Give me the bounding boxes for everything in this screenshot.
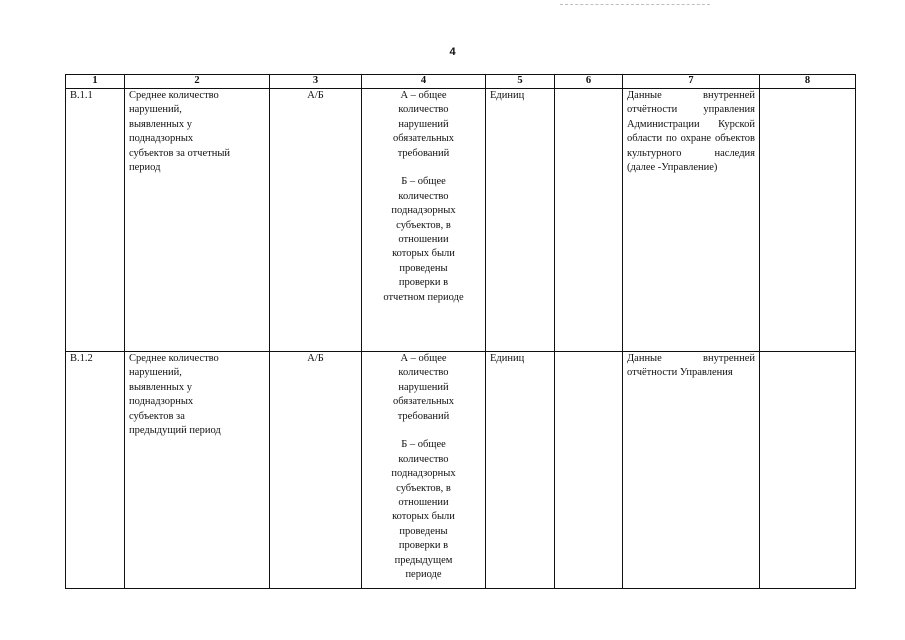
header-cell-8: 8: [760, 75, 856, 89]
page-number: 4: [449, 46, 456, 58]
header-cell-1: 1: [66, 75, 125, 89]
header-row: [66, 75, 856, 89]
indicator-col6: [555, 352, 623, 589]
indicator-formula: А/Б: [270, 89, 362, 352]
table-row: [66, 352, 856, 589]
indicator-table: [65, 74, 856, 589]
indicator-description: А – общее количество нарушений обязательных требований Б – общее количество поднадзорных субъектов, в отношении которых были проведены проверки в предыдущем периоде: [362, 352, 486, 589]
indicator-unit: Единиц: [486, 352, 555, 589]
indicator-description: А – общее количество нарушений обязательных требований Б – общее количество поднадзорных субъектов, в отношении которых были проведены проверки в отчетном периоде: [362, 89, 486, 352]
indicator-col8: [760, 352, 856, 589]
indicator-code: В.1.2: [66, 352, 125, 589]
header-cell-4: 4: [362, 75, 486, 89]
header-cell-6: 6: [555, 75, 623, 89]
header-cell-5: 5: [486, 75, 555, 89]
scan-artifact-line: [560, 4, 710, 6]
header-cell-7: 7: [623, 75, 760, 89]
indicator-name: Среднее количество нарушений, выявленных у поднадзорных субъектов за предыдущий период: [125, 352, 270, 589]
indicator-col6: [555, 89, 623, 352]
indicator-name: Среднее количество нарушений, выявленных у поднадзорных субъектов за отчетный период: [125, 89, 270, 352]
table-row: [66, 89, 856, 352]
indicator-formula: А/Б: [270, 352, 362, 589]
indicator-code: В.1.1: [66, 89, 125, 352]
indicator-unit: Единиц: [486, 89, 555, 352]
indicator-source: Данные внутренней отчётности управления Администрации Курской области по охране объектов культурного наследия (далее -Управление): [623, 89, 760, 352]
header-cell-3: 3: [270, 75, 362, 89]
indicator-source: Данные внутренней отчётности Управления: [623, 352, 760, 589]
header-cell-2: 2: [125, 75, 270, 89]
indicator-col8: [760, 89, 856, 352]
